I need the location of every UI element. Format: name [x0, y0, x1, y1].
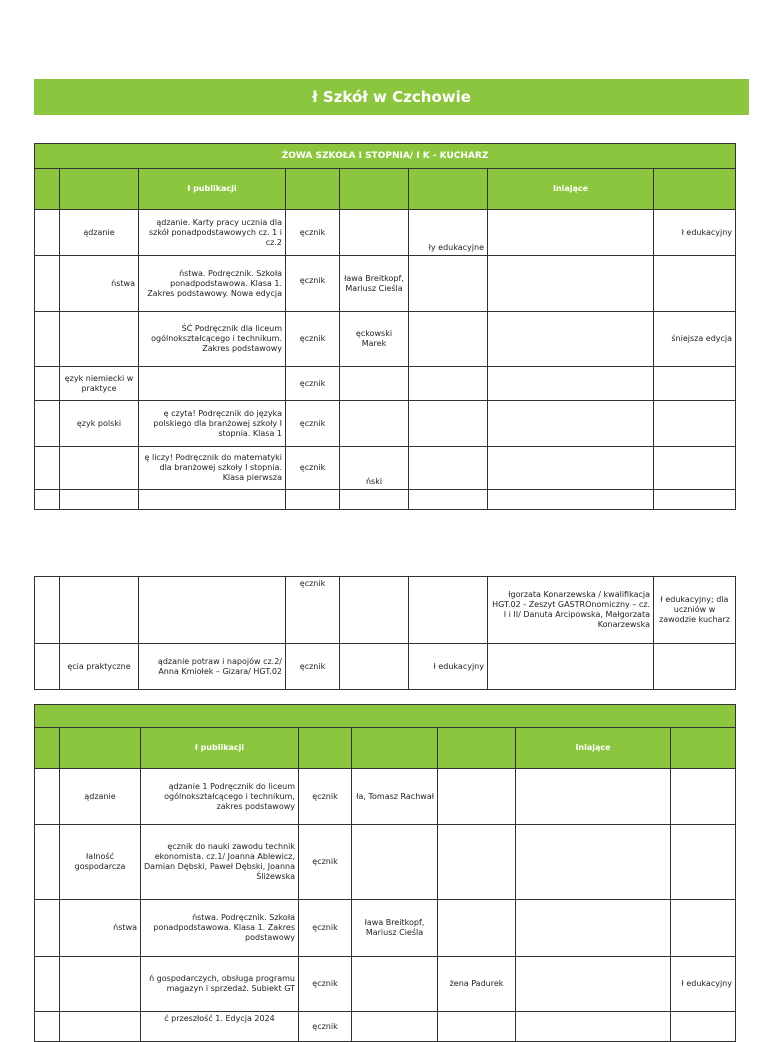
page-banner — [34, 79, 749, 115]
publisher-cell — [438, 1012, 516, 1042]
title-cell: ŚĆ Podręcznik dla liceum ogólnokształcącego i technikum. Zakres podstawowy — [139, 312, 286, 367]
row-number — [35, 644, 60, 690]
publisher-cell — [409, 447, 488, 490]
extra-cell — [516, 1012, 671, 1042]
type-cell: ęcznik — [286, 401, 340, 447]
header-publication: ł publikacji — [141, 728, 299, 769]
subject-cell — [60, 447, 139, 490]
type-cell: ęcznik — [286, 256, 340, 312]
type-cell: ęcznik — [286, 644, 340, 690]
extra-cell — [488, 312, 654, 367]
author-cell: ława Breitkopf, Mariusz Cieśla — [352, 900, 438, 957]
note-cell — [671, 1012, 736, 1042]
table-row — [35, 447, 736, 490]
header-publication: ł publikacji — [139, 169, 286, 210]
type-cell: ęcznik — [299, 1012, 352, 1042]
extra-cell — [488, 256, 654, 312]
header-cell — [340, 169, 409, 210]
school-title: ł Szkół w Czchowie — [312, 88, 471, 106]
note-cell — [671, 769, 736, 825]
subject-cell: ęcia praktyczne — [60, 644, 139, 690]
publisher-cell — [409, 367, 488, 401]
extra-cell — [488, 210, 654, 256]
note-cell — [654, 401, 736, 447]
type-cell: ęcznik — [299, 957, 352, 1012]
empty-cell — [654, 490, 736, 510]
title-cell: ństwa. Podręcznik. Szkoła ponadpodstawowa. Klasa 1. Zakres podstawowy — [141, 900, 299, 957]
type-cell: ęcznik — [299, 825, 352, 900]
empty-cell — [35, 490, 60, 510]
empty-cell — [340, 490, 409, 510]
table-row — [35, 367, 736, 401]
row-number — [35, 1012, 60, 1042]
row-number — [35, 256, 60, 312]
extra-cell — [488, 447, 654, 490]
note-cell — [671, 900, 736, 957]
title-cell: ń gospodarczych, obsługa programu magazyn i sprzedaż. Subiekt GT — [141, 957, 299, 1012]
header-cell — [671, 728, 736, 769]
table-row — [35, 957, 736, 1012]
empty-cell — [60, 490, 139, 510]
subject-cell: ęzyk niemiecki w praktyce — [60, 367, 139, 401]
subject-cell — [60, 312, 139, 367]
subject-cell — [60, 957, 141, 1012]
note-cell — [654, 256, 736, 312]
type-cell: ęcznik — [286, 210, 340, 256]
table-row — [35, 900, 736, 957]
extra-cell — [488, 401, 654, 447]
extra-cell — [488, 644, 654, 690]
empty-cell — [488, 490, 654, 510]
row-number — [35, 447, 60, 490]
publisher-cell — [438, 825, 516, 900]
row-number — [35, 210, 60, 256]
empty-cell — [139, 490, 286, 510]
author-cell — [340, 210, 409, 256]
header-binding: Iniające — [516, 728, 671, 769]
extra-cell — [516, 825, 671, 900]
table-row — [35, 401, 736, 447]
row-number — [35, 769, 60, 825]
header-cell — [60, 169, 139, 210]
table-row — [35, 490, 736, 510]
extra-cell — [516, 900, 671, 957]
title-cell: ę czyta! Podręcznik do języka polskiego dla branżowej szkoły I stopnia. Klasa 1 — [139, 401, 286, 447]
type-cell: ęcznik — [299, 900, 352, 957]
subject-cell: ństwa — [60, 900, 141, 957]
title-cell: ęcznik do nauki zawodu technik ekonomista. cz.1/ Joanna Ablewicz, Damian Dębski, Paweł Dębski, Joanna Śliżewska — [141, 825, 299, 900]
author-cell: ęckowski Marek — [340, 312, 409, 367]
subject-cell: ądzanie — [60, 210, 139, 256]
table-row — [35, 256, 736, 312]
author-cell — [340, 367, 409, 401]
title-cell: ństwa. Podręcznik. Szkoła ponadpodstawowa. Klasa 1. Zakres podstawowy. Nowa edycja — [139, 256, 286, 312]
author-cell — [340, 644, 409, 690]
table-3-title-bar — [35, 705, 736, 728]
title-cell: ć przeszłość 1. Edycja 2024 — [141, 1012, 299, 1042]
publisher-cell: żena Padurek — [438, 957, 516, 1012]
empty-cell — [286, 490, 340, 510]
title-cell — [139, 577, 286, 644]
textbook-table-1 — [34, 143, 736, 510]
author-cell — [340, 401, 409, 447]
extra-cell — [516, 957, 671, 1012]
extra-cell — [488, 367, 654, 401]
textbook-table-3 — [34, 704, 736, 1042]
row-number — [35, 367, 60, 401]
header-cell — [438, 728, 516, 769]
publisher-cell: ł edukacyjny — [409, 644, 488, 690]
author-cell — [340, 577, 409, 644]
title-cell: ądzanie 1 Podręcznik do liceum ogólnokształcącego i technikum, zakres podstawowy — [141, 769, 299, 825]
author-cell — [352, 1012, 438, 1042]
note-cell — [671, 825, 736, 900]
extra-cell: łgorzata Konarzewska / kwalifikacja HGT.02 - Zeszyt GASTROnomiczny – cz. I i II/ Danuta Arcipowska, Małgorzata Konarzewska — [488, 577, 654, 644]
table-row — [35, 825, 736, 900]
type-cell: ęcznik — [286, 447, 340, 490]
author-cell — [352, 957, 438, 1012]
table-row — [35, 644, 736, 690]
row-number — [35, 312, 60, 367]
subject-cell — [60, 577, 139, 644]
table-row — [35, 769, 736, 825]
title-cell: ę liczy! Podręcznik do matematyki dla branżowej szkoły I stopnia. Klasa pierwsza — [139, 447, 286, 490]
note-cell: ł edukacyjny; dla uczniów w zawodzie kucharz — [654, 577, 736, 644]
header-cell — [299, 728, 352, 769]
row-number — [35, 900, 60, 957]
author-cell: ński — [340, 447, 409, 490]
author-cell: ła, Tomasz Rachwał — [352, 769, 438, 825]
table-row — [35, 1012, 736, 1042]
type-cell: ęcznik — [286, 577, 340, 644]
publisher-cell: ły edukacyjne — [409, 210, 488, 256]
note-cell — [654, 447, 736, 490]
note-cell: ł edukacyjny — [654, 210, 736, 256]
row-number — [35, 577, 60, 644]
publisher-cell — [438, 900, 516, 957]
type-cell: ęcznik — [299, 769, 352, 825]
note-cell: ł edukacyjny — [671, 957, 736, 1012]
header-cell — [35, 169, 60, 210]
note-cell — [654, 367, 736, 401]
subject-cell: łalność gospodarcza — [60, 825, 141, 900]
table-1-title: ŻOWA SZKOŁA I STOPNIA/ I K - KUCHARZ — [35, 144, 736, 169]
title-cell: ądzanie potraw i napojów cz.2/ Anna Kmiołek – Gizara/ HGT.02 — [139, 644, 286, 690]
header-cell — [60, 728, 141, 769]
table-row — [35, 312, 736, 367]
extra-cell — [516, 769, 671, 825]
header-cell — [409, 169, 488, 210]
author-cell: ława Breitkopf, Mariusz Cieśla — [340, 256, 409, 312]
header-cell — [35, 728, 60, 769]
subject-cell: ęzyk polski — [60, 401, 139, 447]
subject-cell: ństwa — [60, 256, 139, 312]
type-cell: ęcznik — [286, 367, 340, 401]
publisher-cell — [409, 401, 488, 447]
publisher-cell — [438, 769, 516, 825]
header-cell — [352, 728, 438, 769]
author-cell — [352, 825, 438, 900]
subject-cell: ądzanie — [60, 769, 141, 825]
row-number — [35, 957, 60, 1012]
note-cell: śniejsza edycja — [654, 312, 736, 367]
type-cell: ęcznik — [286, 312, 340, 367]
header-cell — [286, 169, 340, 210]
table-row — [35, 210, 736, 256]
publisher-cell — [409, 312, 488, 367]
publisher-cell — [409, 577, 488, 644]
title-cell — [139, 367, 286, 401]
header-cell — [654, 169, 736, 210]
note-cell — [654, 644, 736, 690]
publisher-cell — [409, 256, 488, 312]
subject-cell — [60, 1012, 141, 1042]
row-number — [35, 401, 60, 447]
textbook-table-2 — [34, 576, 736, 690]
empty-cell — [409, 490, 488, 510]
title-cell: ądzanie. Karty pracy ucznia dla szkół ponadpodstawowych cz. 1 i cz.2 — [139, 210, 286, 256]
header-binding: Iniające — [488, 169, 654, 210]
table-row — [35, 577, 736, 644]
row-number — [35, 825, 60, 900]
